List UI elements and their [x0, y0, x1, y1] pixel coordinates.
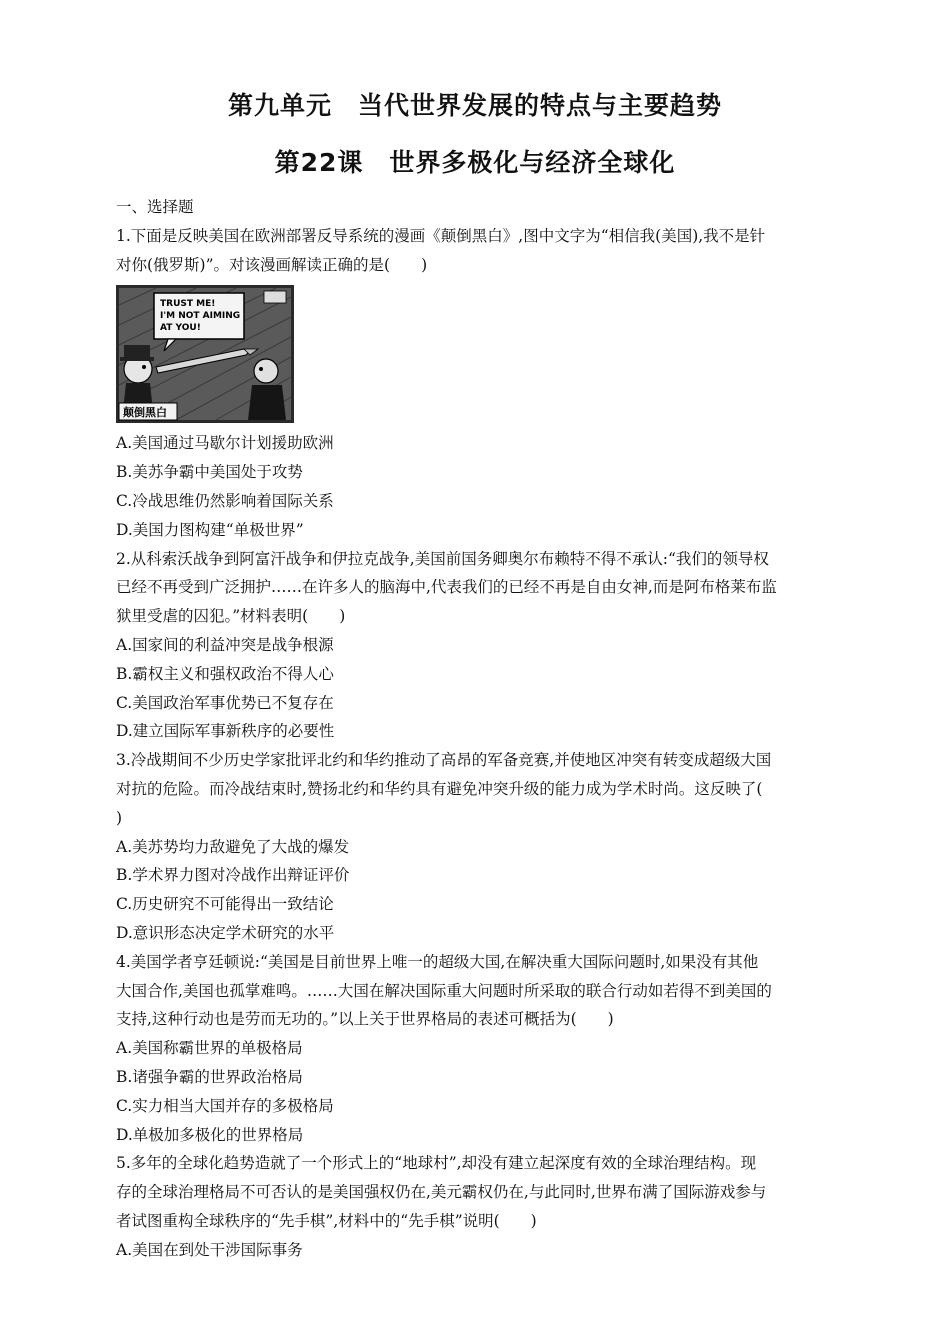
question-stem-line: 5.多年的全球化趋势造就了一个形式上的“地球村”,却没有建立起深度有效的全球治理结构。现: [116, 1154, 757, 1173]
option-b: B.美苏争霸中美国处于攻势: [116, 463, 303, 482]
question-stem-line: 2.从科索沃战争到阿富汗战争和伊拉克战争,美国前国务卿奥尔布赖特不得不承认:“我们的领导权: [116, 549, 769, 568]
cartoon-image: [116, 285, 294, 423]
question-stem-line: 支持,这种行动也是劳而无功的。”以上关于世界格局的表述可概括为( ): [116, 1010, 614, 1029]
speech-text: TRUST ME!: [160, 299, 216, 310]
cartoon-caption: 颠倒黑白: [123, 406, 167, 420]
question-stem-line: 已经不再受到广泛拥护……在许多人的脑海中,代表我们的已经不再是自由女神,而是阿布格莱布监: [116, 578, 777, 597]
question-3: [116, 746, 836, 948]
option-b: B.学术界力图对冷战作出辩证评价: [116, 866, 350, 885]
question-stem-line: 3.冷战期间不少历史学家批评北约和华约推动了高昂的军备竞赛,并使地区冲突有转变成超级大国: [116, 751, 772, 770]
option-d: D.意识形态决定学术研究的水平: [116, 923, 335, 942]
question-stem-line: 者试图重构全球秩序的“先手棋”,材料中的“先手棋”说明( ): [116, 1211, 537, 1230]
option-c: C.美国政治军事优势已不复存在: [116, 693, 334, 712]
lesson-title: [0, 143, 950, 179]
question-stem-line: 1.下面是反映美国在欧洲部署反导系统的漫画《颠倒黑白》,图中文字为“相信我(美国),我不是针: [116, 226, 766, 245]
lesson-name: 世界多极化与经济全球化: [389, 148, 676, 177]
option-b: B.霸权主义和强权政治不得人心: [116, 664, 334, 683]
option-a: A.美国在到处干涉国际事务: [116, 1240, 303, 1259]
option-d: D.单极加多极化的世界格局: [116, 1125, 304, 1144]
speech-text: I'M NOT AIMING: [160, 311, 241, 322]
question-5: [116, 1149, 836, 1264]
question-stem-line: 4.美国学者亨廷顿说:“美国是目前世界上唯一的超级大国,在解决重大国际问题时,如果没有其他: [116, 952, 759, 971]
question-2: [116, 545, 836, 747]
lesson-number: 第22课: [274, 148, 364, 177]
option-c: C.实力相当大国并存的多极格局: [116, 1096, 334, 1115]
question-stem-line: 对你(俄罗斯)”。对该漫画解读正确的是( ): [116, 255, 428, 274]
option-b: B.诸强争霸的世界政治格局: [116, 1067, 303, 1086]
option-c: C.冷战思维仍然影响着国际关系: [116, 491, 334, 510]
question-stem-line: 大国合作,美国也孤掌难鸣。……大国在解决国际重大问题时所采取的联合行动如若得不到美国的: [116, 981, 772, 1000]
option-d: D.建立国际军事新秩序的必要性: [116, 722, 335, 741]
option-a: A.国家间的利益冲突是战争根源: [116, 635, 334, 654]
option-a: A.美国通过马歇尔计划援助欧洲: [116, 434, 334, 453]
question-stem-line: 存的全球治理格局不可否认的是美国强权仍在,美元霸权仍在,与此同时,世界布满了国际游戏参与: [116, 1183, 767, 1202]
option-c: C.历史研究不可能得出一致结论: [116, 895, 334, 914]
question-stem-line: 对抗的危险。而冷战结束时,赞扬北约和华约具有避免冲突升级的能力成为学术时尚。这反映了(: [116, 779, 763, 798]
option-d: D.美国力图构建“单极世界”: [116, 520, 304, 539]
unit-title: [0, 86, 950, 122]
option-a: A.美国称霸世界的单极格局: [116, 1039, 303, 1058]
question-body: [116, 193, 836, 1265]
question-4: [116, 948, 836, 1150]
section-label: 一、选择题: [116, 198, 194, 216]
unit-name: 当代世界发展的特点与主要趋势: [358, 91, 723, 120]
option-a: A.美苏势均力敌避免了大战的爆发: [116, 837, 350, 856]
speech-text: AT YOU!: [160, 323, 201, 334]
unit-number: 第九单元: [227, 91, 332, 120]
question-stem-line: 狱里受虐的囚犯。”材料表明( ): [116, 607, 346, 626]
question-stem-line: ): [116, 808, 123, 827]
cartoon-illustration: [116, 285, 294, 423]
question-1: [116, 222, 836, 545]
